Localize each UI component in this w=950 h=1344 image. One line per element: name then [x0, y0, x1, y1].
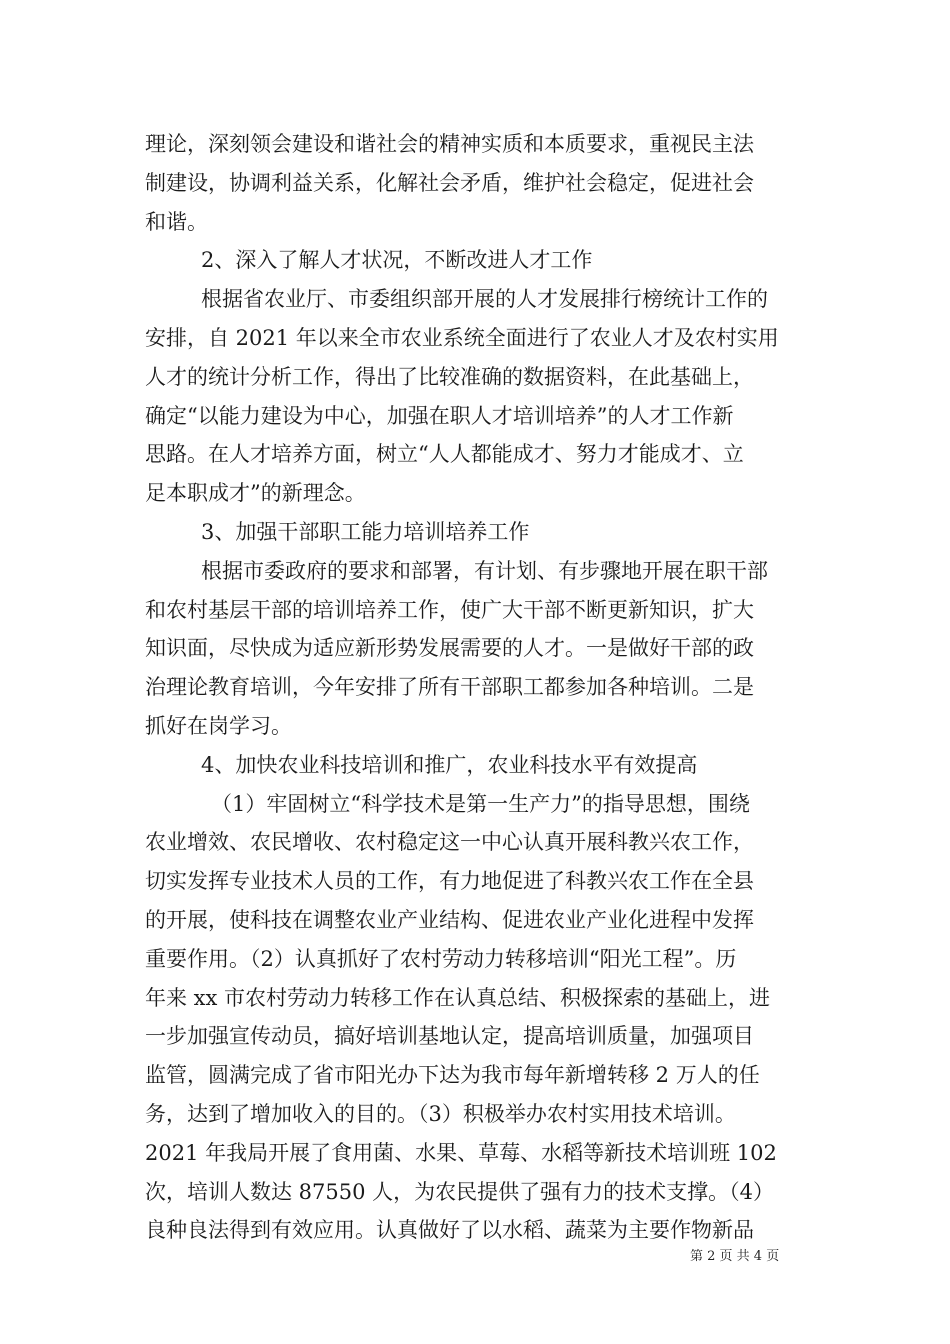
- text-line: 一步加强宣传动员，搞好培训基地认定，提高培训质量，加强项目: [145, 1024, 754, 1049]
- paragraph-start: 根据市委政府的要求和部署，有计划、有步骤地开展在职干部: [201, 558, 768, 583]
- text-line: 人才的统计分析工作，得出了比较准确的数据资料，在此基础上，: [145, 364, 754, 389]
- section-heading-3: 3、加强干部职工能力培训培养工作: [201, 519, 530, 544]
- text-line: 安排，自 2021 年以来全市农业系统全面进行了农业人才及农村实用: [145, 325, 779, 350]
- text-line: 次，培训人数达 87550 人，为农民提供了强有力的技术支撑。（4）: [145, 1179, 775, 1204]
- text-line: 2021 年我局开展了食用菌、水果、草莓、水稻等新技术培训班 102: [145, 1140, 777, 1165]
- text-line: 知识面，尽快成为适应新形势发展需要的人才。一是做好干部的政: [145, 636, 754, 661]
- section-heading-2: 2、深入了解人才状况，不断改进人才工作: [201, 248, 593, 273]
- body-text: [145, 125, 815, 1250]
- text-line: 年来 xx 市农村劳动力转移工作在认真总结、积极探索的基础上，进: [145, 985, 771, 1010]
- text-line: 良种良法得到有效应用。认真做好了以水稻、蔬菜为主要作物新品: [145, 1218, 754, 1243]
- text-line: 农业增效、农民增收、农村稳定这一中心认真开展科教兴农工作，: [145, 830, 754, 855]
- text-line: 治理论教育培训，今年安排了所有干部职工都参加各种培训。二是: [145, 675, 754, 700]
- text-line: 思路。在人才培养方面，树立“人人都能成才、努力才能成才、立: [145, 442, 744, 467]
- section-heading-4: 4、加快农业科技培训和推广，农业科技水平有效提高: [201, 752, 698, 777]
- text-line: 切实发挥专业技术人员的工作，有力地促进了科教兴农工作在全县: [145, 869, 754, 894]
- page-number-footer: 第 2 页 共 4 页: [690, 1249, 780, 1264]
- text-line: 的开展，使科技在调整农业产业结构、促进农业产业化进程中发挥: [145, 907, 754, 932]
- text-line: 理论，深刻领会建设和谐社会的精神实质和本质要求，重视民主法: [145, 132, 754, 156]
- text-line: 监管，圆满完成了省市阳光办下达为我市每年新增转移 2 万人的任: [145, 1063, 760, 1088]
- text-line: 重要作用。（2）认真抓好了农村劳动力转移培训“阳光工程”。历: [145, 946, 737, 971]
- text-line: 确定“以能力建设为中心，加强在职人才培训培养”的人才工作新: [145, 403, 734, 428]
- text-line: 和谐。: [145, 209, 208, 234]
- text-line: 和农村基层干部的培训培养工作，使广大干部不断更新知识，扩大: [145, 597, 754, 622]
- text-line: 足本职成才”的新理念。: [145, 481, 366, 506]
- text-line: 务，达到了增加收入的目的。（3）积极举办农村实用技术培训。: [145, 1101, 736, 1126]
- paragraph-start: 根据省农业厅、市委组织部开展的人才发展排行榜统计工作的: [201, 287, 768, 312]
- text-line: 抓好在岗学习。: [145, 713, 292, 738]
- text-line: 制建设，协调利益关系，化解社会矛盾，维护社会稳定，促进社会: [145, 170, 754, 195]
- paragraph-start: （1）牢固树立“科学技术是第一生产力”的指导思想，围绕: [211, 791, 750, 816]
